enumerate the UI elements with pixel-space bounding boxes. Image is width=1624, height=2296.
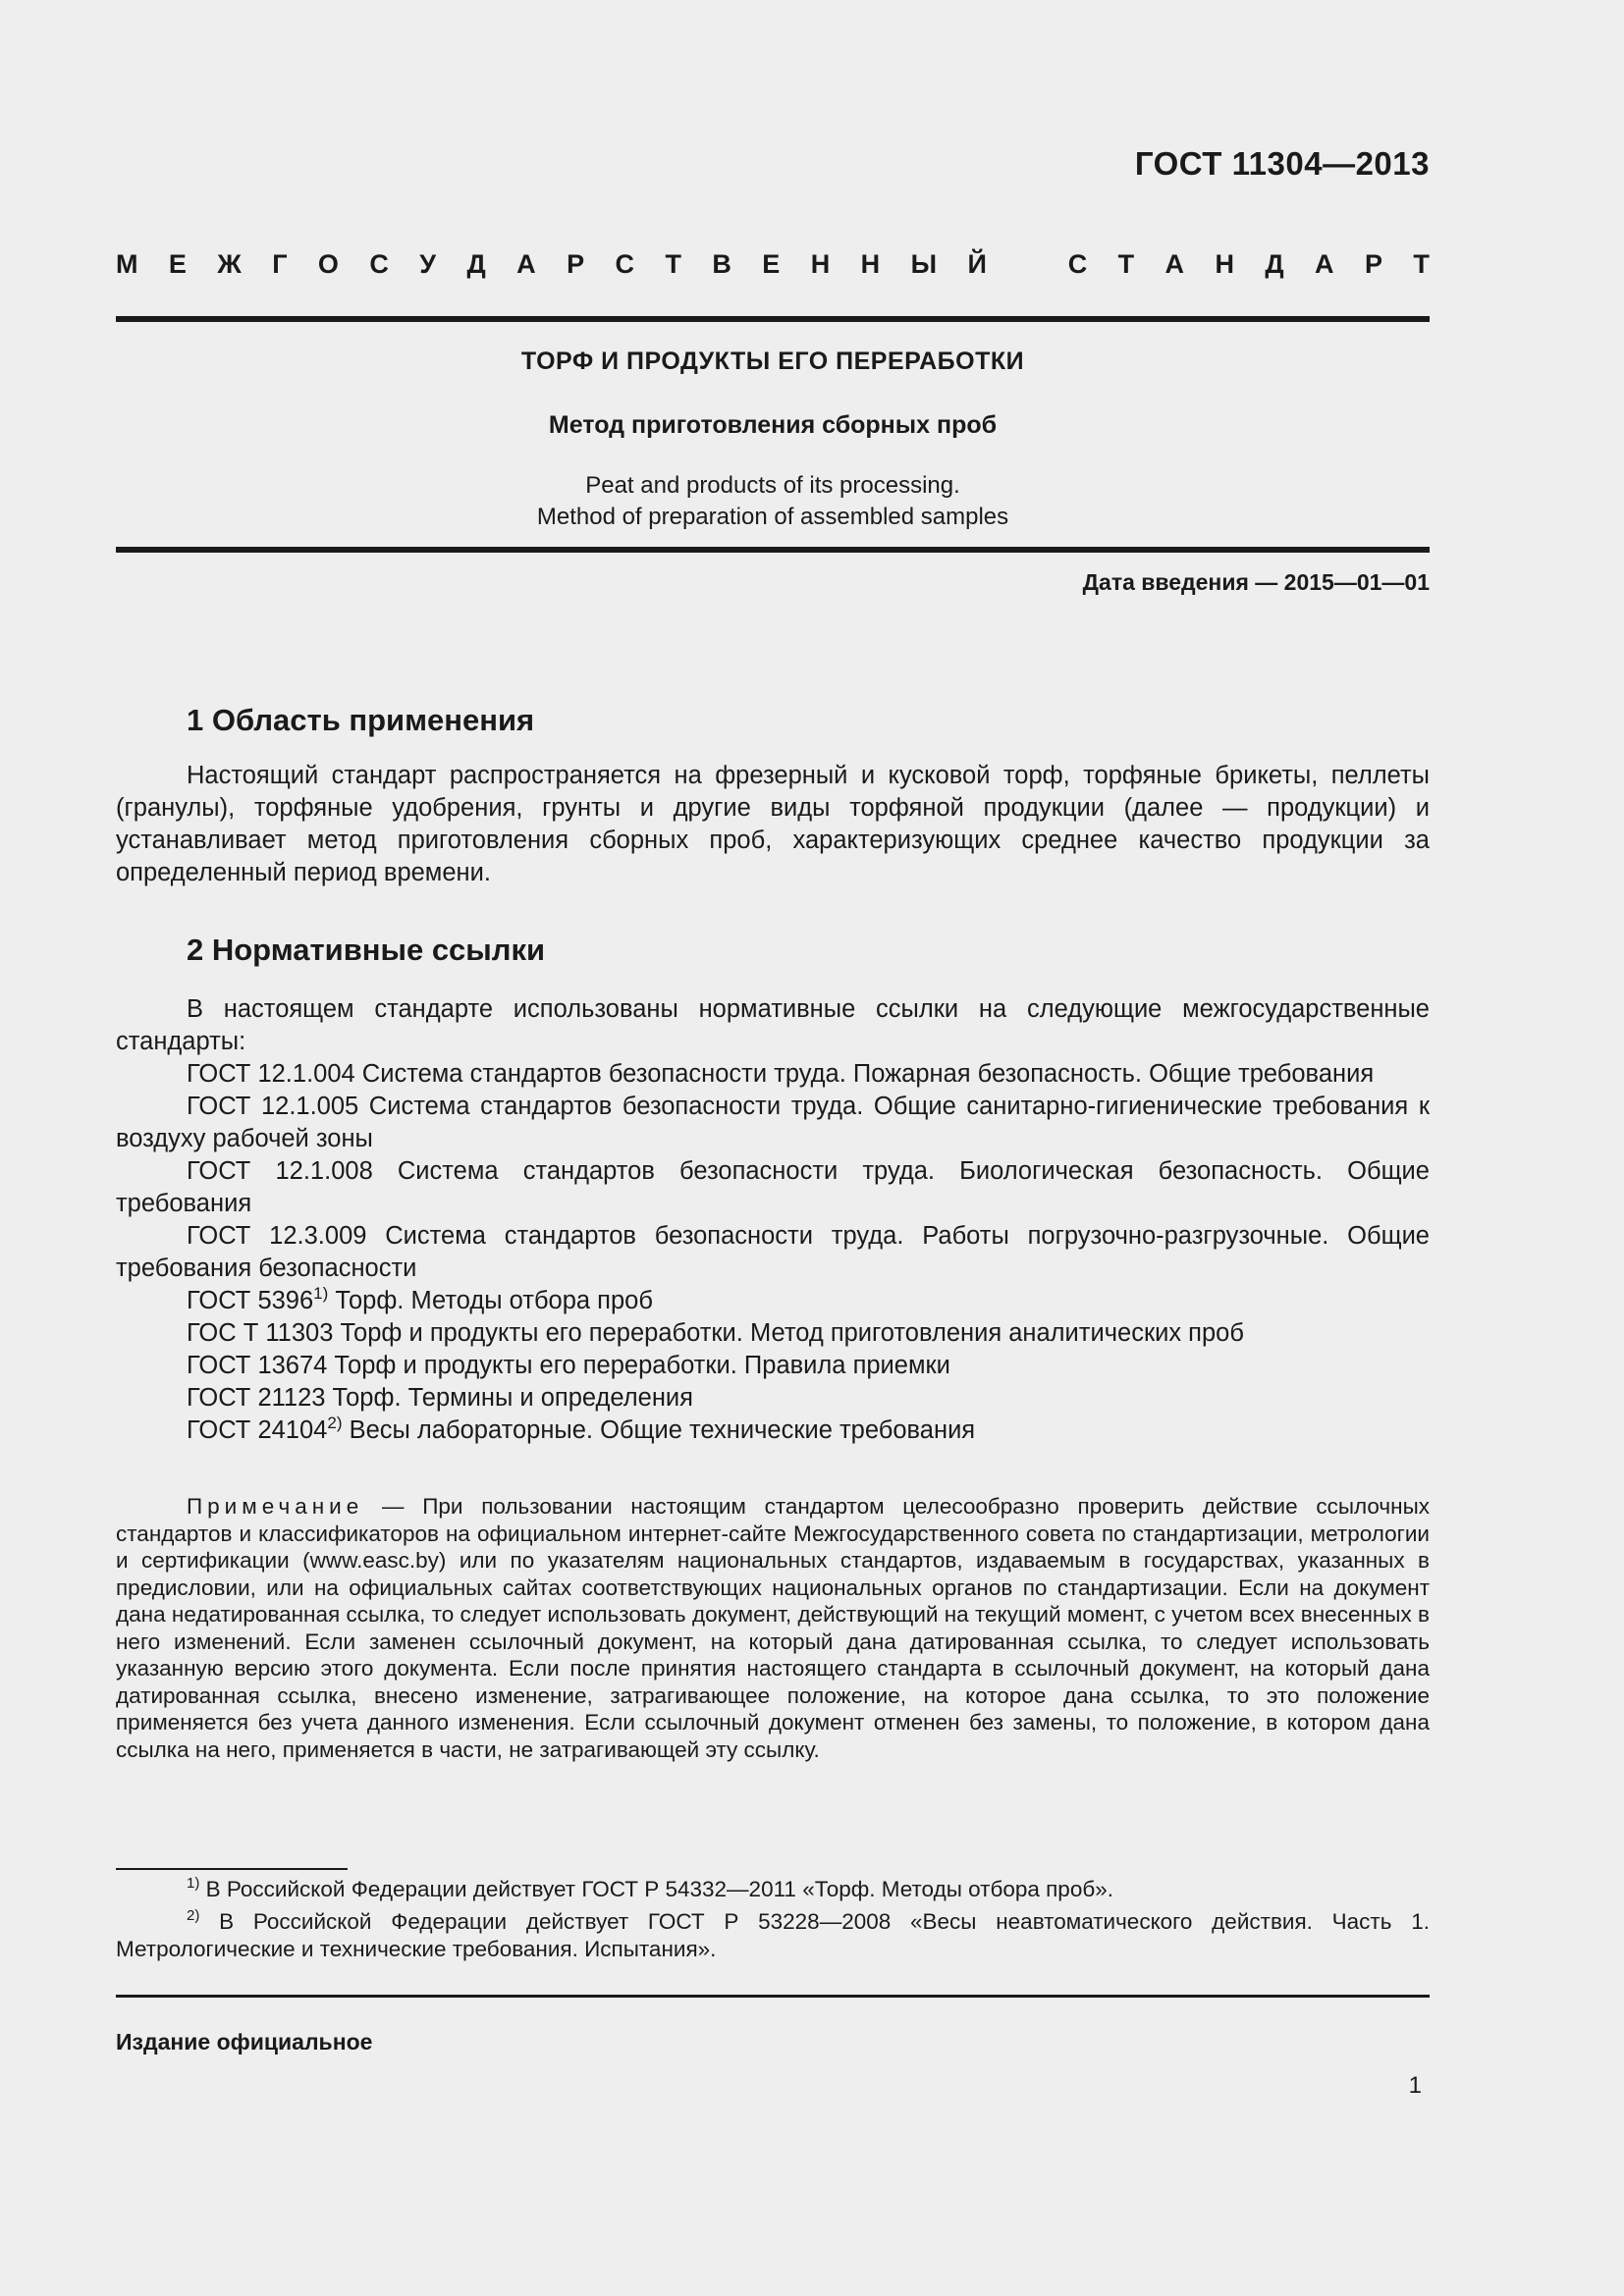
standard-type-letter: Н [810, 249, 831, 279]
edition-label: Издание официальное [116, 2029, 373, 2055]
footnote-mark: 1) [187, 1875, 200, 1892]
section-1-heading: 1 Область применения [187, 703, 535, 737]
footnote-marker: 2) [327, 1414, 343, 1432]
standard-type-letter: С [615, 249, 635, 279]
footnote-item [116, 1908, 1430, 1963]
reference-text: ГОС Т 11303 Торф и продукты его переработки. Метод приготовления аналитических проб [187, 1319, 1244, 1347]
standard-type-letter: Т [665, 249, 681, 279]
reference-title: Торф. Методы отбора проб [328, 1287, 653, 1314]
document-title: ТОРФ И ПРОДУКТЫ ЕГО ПЕРЕРАБОТКИ [520, 347, 1025, 375]
english-title-line-2: Method of preparation of assembled samples [536, 504, 1009, 530]
footnote-text: В Российской Федерации действует ГОСТ Р 53228—2008 «Весы неавтоматического действия. Часть 1. Метрологические и технические требования. Испытания». [116, 1909, 1430, 1961]
reference-item [116, 1350, 1430, 1382]
reference-item [116, 1220, 1430, 1285]
footnotes [116, 1876, 1430, 1968]
footnote-mark: 2) [187, 1907, 200, 1924]
english-title [116, 470, 1430, 533]
standard-type-letter: А [1315, 249, 1334, 279]
footnote-text: В Российской Федерации действует ГОСТ Р 54332—2011 «Торф. Методы отбора проб». [199, 1877, 1113, 1901]
word-gap [1017, 249, 1037, 280]
section-2-heading: 2 Нормативные ссылки [187, 933, 546, 967]
reference-text: ГОСТ 24104 [187, 1416, 328, 1444]
reference-item [116, 1382, 1430, 1415]
page-number: 1 [1408, 2072, 1422, 2099]
standard-type-letter: Е [762, 249, 781, 279]
standard-type-letter: В [712, 249, 731, 279]
standard-type-letter: Н [1215, 249, 1234, 279]
standard-type-letter: А [1164, 249, 1185, 279]
standard-type-line [116, 249, 1430, 280]
standard-type-letter: М [116, 249, 138, 279]
standard-type-letter: Р [1364, 249, 1382, 279]
note-label: Примечание [187, 1494, 364, 1519]
standard-type-letter: С [369, 249, 389, 279]
references-intro: В настоящем стандарте использованы нормативные ссылки на следующие межгосударственные стандарты: [116, 995, 1430, 1055]
reference-item [116, 1058, 1430, 1091]
reference-text: ГОСТ 12.1.008 Система стандартов безопасности труда. Биологическая безопасность. Общие требования [116, 1157, 1430, 1217]
reference-text: ГОСТ 12.3.009 Система стандартов безопасности труда. Работы погрузочно-разгрузочные. Общие требования безопасности [116, 1222, 1430, 1282]
title-bottom-rule [116, 547, 1430, 553]
standard-type-letter: А [516, 249, 536, 279]
standard-type-letter: Е [168, 249, 187, 279]
reference-item [116, 1091, 1430, 1155]
standard-type-letter: С [1067, 249, 1088, 279]
footnote-item [116, 1876, 1430, 1903]
standard-type-letter: Й [967, 249, 987, 279]
normative-references [116, 993, 1430, 1447]
standard-type-letter: Т [1413, 249, 1430, 279]
standard-type-letter: О [317, 249, 339, 279]
references-note [116, 1493, 1430, 1763]
footer-rule [116, 1995, 1430, 1998]
standard-type-letter: Г [272, 249, 288, 279]
footnote-marker: 1) [313, 1284, 329, 1303]
document-subtitle: Метод приготовления сборных проб [548, 411, 998, 439]
reference-item [116, 1285, 1430, 1317]
section-1-text: Настоящий стандарт распространяется на фрезерный и кусковой торф, торфяные брикеты, пеллеты (гранулы), торфяные удобрения, грунты и другие виды торфяной продукции (далее — продукции) и устанавливает метод приготовления сборных проб, характеризующих среднее качество продукции за определенный период времени. [116, 762, 1430, 886]
title-top-rule [116, 316, 1430, 322]
standard-type-letter: Н [860, 249, 881, 279]
reference-list [116, 1058, 1430, 1447]
standard-type-letter: Т [1117, 249, 1135, 279]
standard-type-letter: У [419, 249, 437, 279]
english-title-line-1: Peat and products of its processing. [585, 472, 960, 499]
introduction-date: Дата введения — 2015—01—01 [1082, 569, 1430, 595]
standard-type-letter: Д [1265, 249, 1284, 279]
reference-item [116, 1317, 1430, 1350]
standard-code: ГОСТ 11304—2013 [1134, 145, 1430, 182]
standard-type-letter: Ы [910, 249, 938, 279]
document-page [116, 0, 1430, 2296]
reference-text: ГОСТ 21123 Торф. Термины и определения [187, 1384, 693, 1412]
reference-text: ГОСТ 12.1.004 Система стандартов безопасности труда. Пожарная безопасность. Общие требования [187, 1060, 1375, 1088]
note-text: — При пользовании настоящим стандартом целесообразно проверить действие ссылочных стандартов и классификаторов на официальном интернет-сайте Межгосударственного совета по стандартизации, метрологии и сертификации (www.easc.by) или по указателям национальных стандартов, издаваемым в государствах, указанных в предисловии, или на официальных сайтах соответствующих национальных органов по стандартизации. Если на документ дана недатированная ссылка, то следует использовать документ, действующий на текущий момент, с учетом всех внесенных в него изменений. Если заменен ссылочный документ, на который дана датированная ссылка, то следует использовать указанную версию этого документа. Если после принятия настоящего стандарта в ссылочный документ, на который дана датированная ссылка, внесено изменение, затрагивающее положение, на которое дана ссылка, то это положение применяется без учета данного изменения. Если ссылочный документ отменен без замены, то положение, в котором дана ссылка на него, применяется в части, не затрагивающей эту ссылку. [116, 1494, 1430, 1762]
reference-title: Весы лабораторные. Общие технические требования [342, 1416, 976, 1444]
footnote-separator [116, 1868, 348, 1870]
reference-item [116, 1415, 1430, 1447]
standard-type-letter: Ж [217, 249, 242, 279]
reference-text: ГОСТ 13674 Торф и продукты его переработки. Правила приемки [187, 1352, 950, 1379]
standard-type-letter: Р [567, 249, 585, 279]
standard-type-letter: Д [466, 249, 486, 279]
reference-text: ГОСТ 5396 [187, 1287, 314, 1314]
reference-text: ГОСТ 12.1.005 Система стандартов безопасности труда. Общие санитарно-гигиенические требования к воздуху рабочей зоны [116, 1093, 1430, 1152]
reference-item [116, 1155, 1430, 1220]
